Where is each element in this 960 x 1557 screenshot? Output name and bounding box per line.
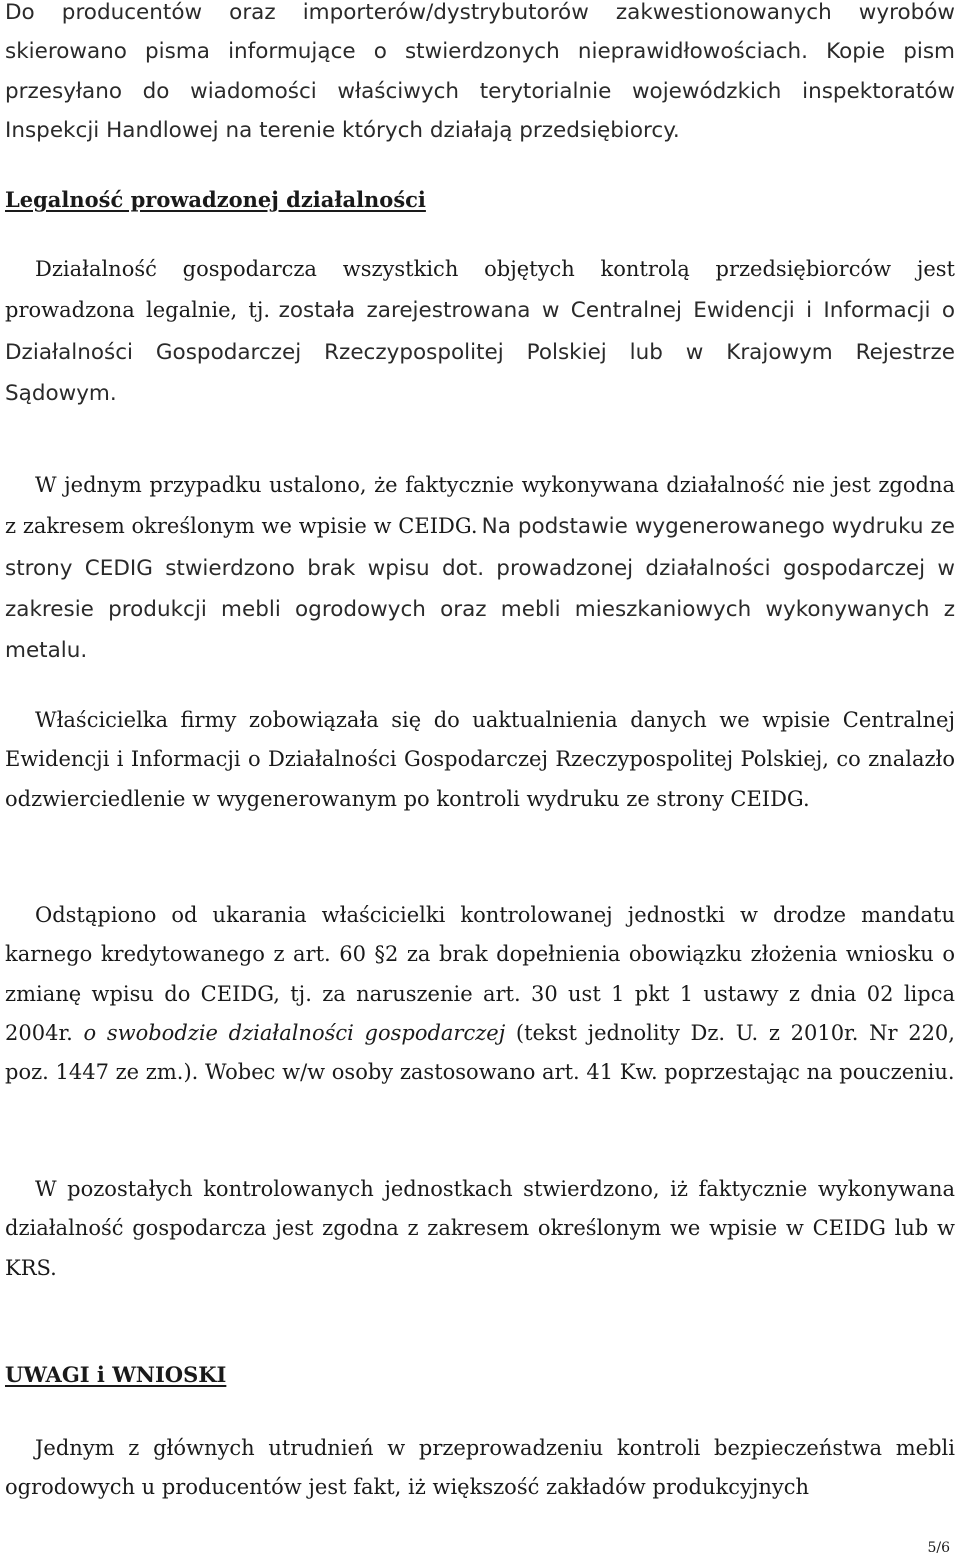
paragraph-single-case-part1: W jednym przypadku ustalono, że faktycznie wykonywana działalność nie jest zgodna z zakresem określonym we wpisie w CEIDG. (5, 473, 955, 539)
paragraph-other-units: W pozostałych kontrolowanych jednostkach stwierdzono, iż faktycznie wykonywana działalność gospodarcza jest zgodna z zakresem określonym we wpisie w CEIDG lub w KRS. (5, 1177, 955, 1280)
paragraph-owner-obligation: Właścicielka firmy zobowiązała się do uaktualnienia danych we wpisie Centralnej Ewidencji i Informacji o Działalności Gospodarczej Rzeczypospolitej Polskiej, co znalazło odzwierciedlenie w wygenerowanym po kontroli wydruku ze strony CEIDG. (5, 708, 955, 811)
section-sign: § (374, 942, 385, 967)
paragraph-penalty-part1: Odstąpiono od ukarania właścicielki kontrolowanej jednostki w drodze mandatu karnego kredytowanego z art. 60 (5, 903, 955, 967)
paragraph-difficulties: Jednym z głównych utrudnień w przeprowadzeniu kontroli bezpieczeństwa mebli ogrodowych u producentów jest fakt, iż większość zakładów produkcyjnych (5, 1436, 955, 1500)
act-title: o swobodzie działalności gospodarczej (83, 1020, 506, 1045)
heading-remarks: UWAGI i WNIOSKI (5, 1362, 227, 1387)
paragraph-penalty-waiver (5, 896, 955, 1092)
paragraph-single-case-part2: Na podstawie wygenerowanego wydruku ze strony CEDIG stwierdzono brak wpisu dot. prowadzonej działalności gospodarczej w zakresie produkcji mebli ogrodowych oraz mebli mieszkaniowych wykonywanych z metalu. (5, 514, 956, 664)
paragraph-penalty-part2: 2 za brak dopełnienia obowiązku złożenia wniosku o zmianę wpisu do CEIDG, tj. za naruszenie art. 30 ust 1 pkt 1 ustawy z dnia 02 lipca 2004r. (5, 942, 955, 1045)
page-number: 5/6 (927, 1540, 950, 1556)
paragraph-legality-part1: Działalność gospodarcza wszystkich objętych kontrolą przedsiębiorców jest prowadzona legalnie, tj. (5, 257, 955, 323)
paragraph-legality-statement (5, 250, 955, 415)
paragraph-legality-part2: została zarejestrowana w Centralnej Ewidencji i Informacji o Działalności Gospodarczej Rzeczypospolitej Polskiej lub w Krajowym Rejestrze Sądowym. (5, 298, 955, 406)
heading-legality: Legalność prowadzonej działalności (5, 187, 426, 212)
paragraph-letters-to-producers: Do producentów oraz importerów/dystrybutorów zakwestionowanych wyrobów skierowano pisma informujące o stwierdzonych nieprawidłowościach. Kopie pism przesyłano do wiadomości właściwych terytorialnie wojewódzkich inspektoratów Inspekcji Handlowej na terenie których działają przedsiębiorcy. (5, 0, 955, 143)
paragraph-penalty-part3: (tekst jednolity Dz. U. z 2010r. Nr 220, poz. 1447 ze zm.). Wobec w/w osoby zastosowano art. 41 Kw. poprzestając na pouczeniu. (5, 1020, 955, 1085)
paragraph-single-case (5, 466, 955, 672)
